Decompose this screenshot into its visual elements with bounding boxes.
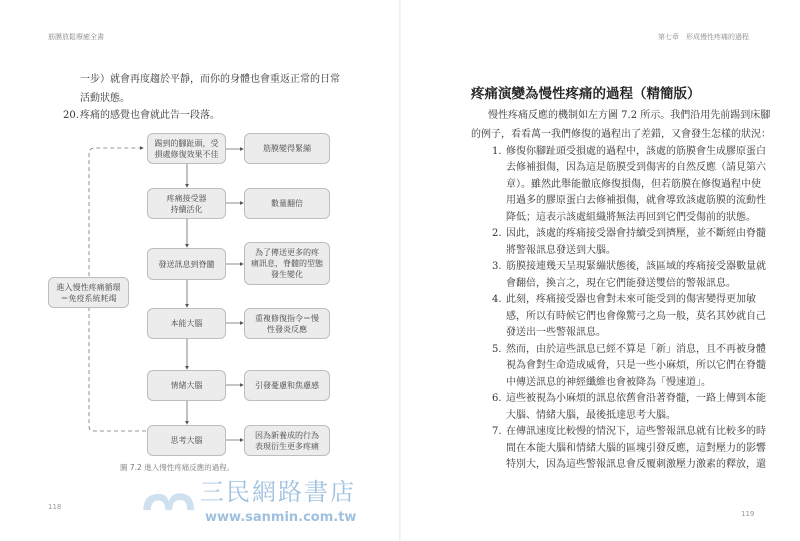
page-number-left: 118	[48, 503, 62, 511]
list-item-line: 用過多的膠原蛋白去修補損傷，就會導致該處筋膜的流動性	[506, 195, 766, 206]
flow-effect-3: 為了傳送更多的疼 痛訊息，脊髓的型態 發生變化	[244, 242, 330, 285]
list-item-line: 特別大，因為這些警報訊息會反覆刺激壓力激素的釋放，還	[506, 459, 766, 470]
list-item-line: 間在本能大腦和情緒大腦的區塊引發反應，這對壓力的影響	[506, 442, 766, 454]
page-number-right: 119	[741, 510, 755, 518]
list-item-line: 因此，該處的疼痛接受器會持續受到擠壓，並不斷經由脊髓	[506, 228, 766, 239]
list-item-line: 視為會對生命造成威脅，只是一些小麻煩，所以它們在脊髓	[506, 360, 766, 371]
list-item-line: 在傳訊速度比較慢的情況下，這些警報訊息就有比較多的時	[506, 426, 766, 437]
list-number: 6.	[492, 393, 502, 404]
list-item-line: 這些被視為小麻煩的訊息依舊會沿著脊髓，一路上傳到本能	[506, 393, 766, 404]
intro-line: 慢性疼痛反應的機制如左方圖 7.2 所示。我們沿用先前踢到床腳	[488, 110, 771, 121]
list-item-line: 筋膜接連幾天呈現緊繃狀態後，該區域的疼痛接受器數量就	[506, 261, 766, 272]
intro-line: 的例子，看看萬一我們修復的過程出了差錯，又會發生怎樣的狀況：	[471, 129, 771, 140]
flow-step-thinking-brain: 思考大腦	[147, 425, 226, 456]
flow-step-receptors: 疼痛接受器 持續活化	[147, 188, 226, 219]
figure-caption: 圖 7.2 進入慢性疼痛反應的過程。	[120, 463, 235, 472]
list-number: 20.	[63, 110, 79, 121]
list-number: 7.	[492, 426, 502, 437]
flow-effect-4: 重複修復指令＝慢 性發炎反應	[244, 308, 330, 339]
list-item-line: 然而，由於這些訊息已經不算是「新」消息，且不再被身體	[506, 343, 766, 355]
flow-step-injury: 踢到的腳趾頭，受 損處修復效果不佳	[147, 133, 226, 164]
list-number: 1.	[492, 145, 502, 157]
body-line: 一步）就會再度趨於平靜，而你的身體也會重返正常的日常	[80, 74, 340, 85]
flow-effect-2: 數量翻倍	[244, 188, 330, 219]
watermark-url: www.sanmin.com.tw	[205, 510, 357, 525]
list-item-line: 感，所以有時候它們也會像驚弓之鳥一般，莫名其妙就自己	[506, 310, 766, 322]
right-running-header: 第七章 形成慢性疼痛的過程	[658, 33, 749, 41]
flow-step-instinct-brain: 本能大腦	[147, 308, 226, 339]
flow-step-spinal: 發送訊息到脊髓	[147, 248, 226, 280]
flow-effect-1: 筋膜變得緊繃	[244, 133, 330, 164]
list-item-line: 大腦、情緒大腦，最後抵達思考大腦。	[506, 409, 676, 421]
list-number: 4.	[492, 294, 502, 305]
body-line: 活動狀態。	[80, 93, 130, 104]
list-item-line: 修復你腳趾頭受損處的過程中，該處的筋膜會生成膠原蛋白	[506, 145, 766, 157]
list-item-line: 中傳送訊息的神經纖維也會被降為「慢速道」。	[506, 376, 711, 388]
flow-step-emotion-brain: 情緒大腦	[147, 370, 226, 401]
left-running-header: 筋膜放鬆療癒全書	[48, 33, 104, 41]
flow-effect-6: 因為新養成的行為 表現衍生更多疼痛	[244, 425, 330, 456]
list-number: 3.	[492, 261, 502, 272]
section-title: 疼痛演變為慢性疼痛的過程（精簡版）	[471, 86, 701, 102]
list-number: 5.	[492, 343, 502, 355]
list-item-line: 章）。雖然此舉能徹底修復損傷，但若筋膜在修復過程中使	[506, 178, 761, 190]
list-item-text: 疼痛的感覺也會就此告一段落。	[80, 110, 220, 121]
list-item-line: 將警報訊息發送到大腦。	[506, 244, 616, 256]
list-item-line: 此刻，疼痛接受器也會對未來可能受到的傷害變得更加敏	[506, 294, 756, 305]
list-item-line: 會翻倍，換言之，現在它們能發送雙倍的警報訊息。	[506, 277, 736, 289]
flow-loop-box: 進入慢性疼痛循環 ＝免疫系統耗竭	[48, 277, 129, 308]
list-item-line: 發送出一些警報訊息。	[506, 327, 606, 338]
list-item-line: 去修補損傷，因為這是筋膜受到傷害的自然反應（請見第六	[506, 162, 766, 173]
watermark-name: 三民網路書店	[200, 478, 356, 506]
list-item-line: 降低；這表示該處組織將無法再回到它們受傷前的狀態。	[506, 211, 756, 223]
flow-effect-5: 引發憂慮和焦慮感	[244, 370, 330, 401]
list-number: 2.	[492, 228, 502, 239]
